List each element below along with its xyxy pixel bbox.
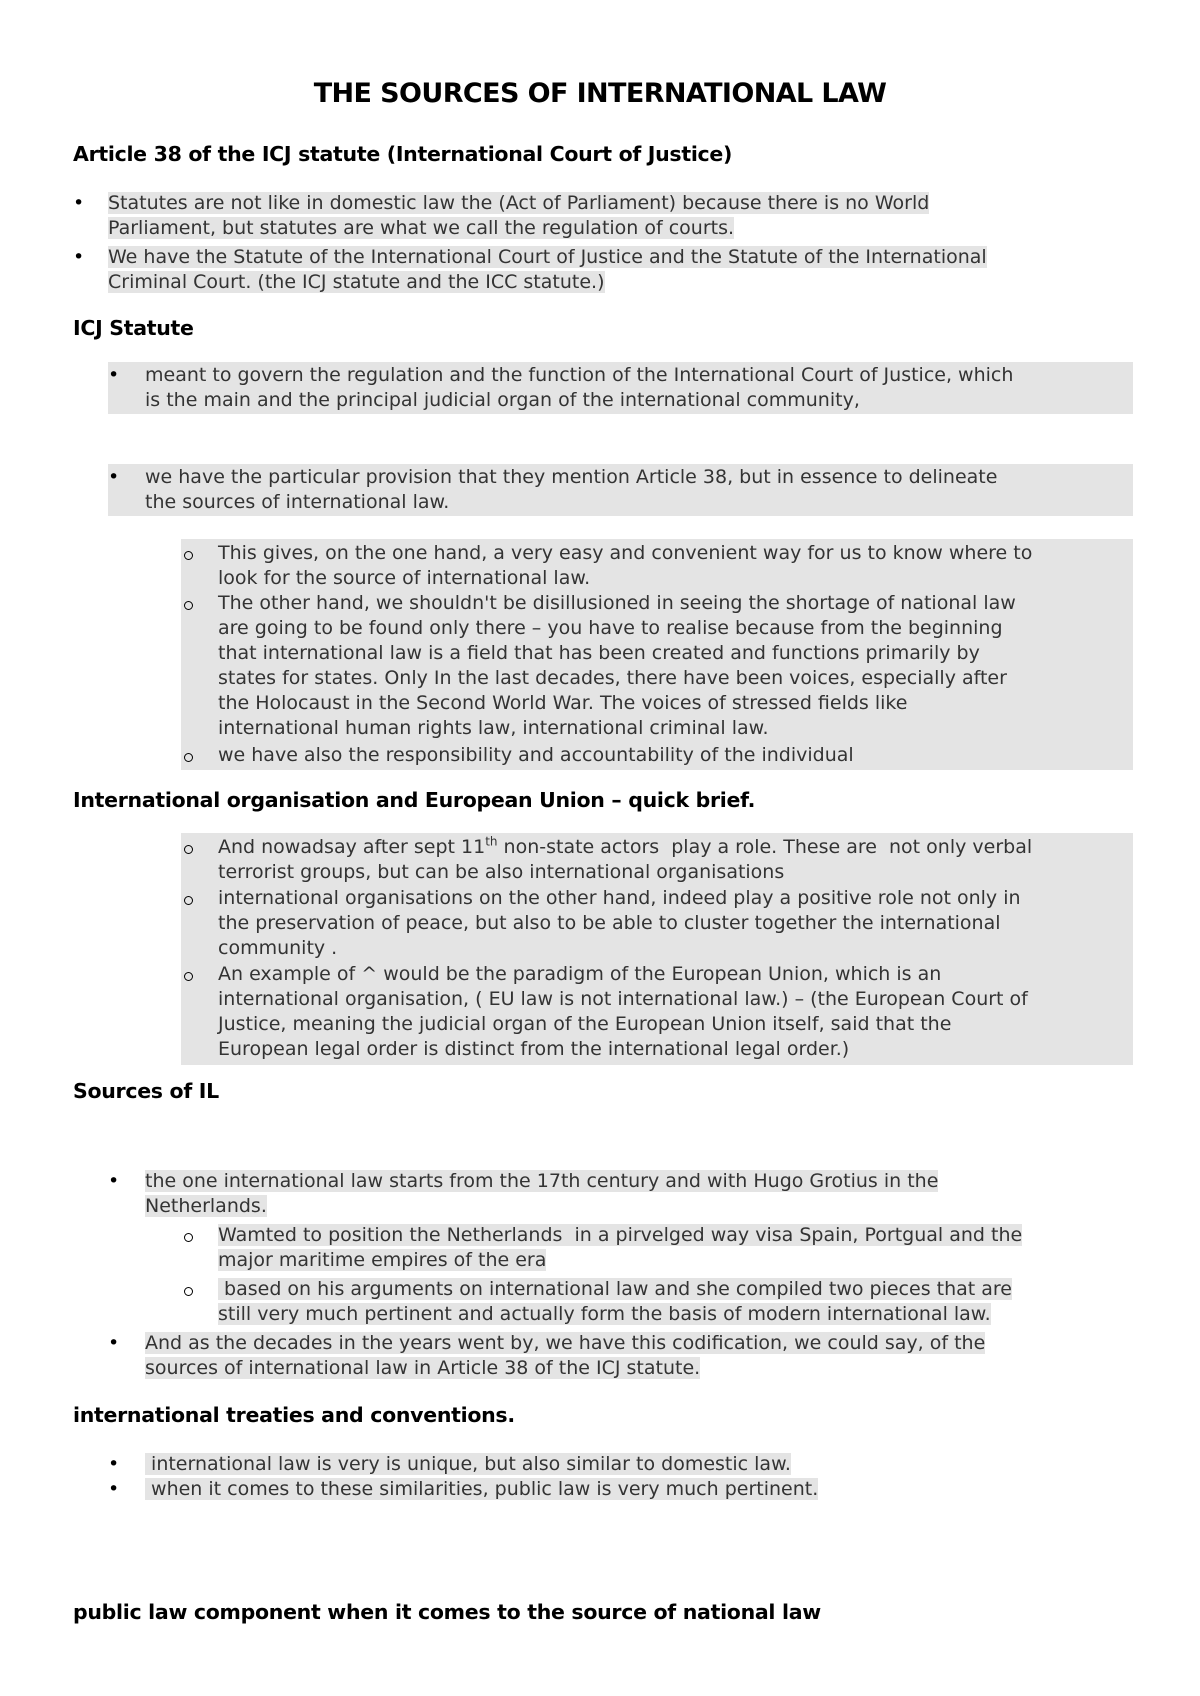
bullet-disc (108, 465, 119, 490)
bullet-disc (108, 363, 119, 388)
list-item: meant to govern the regulation and the function of the International Court of Justice, which is the main and the principal judicial organ of the international community, (145, 364, 1014, 411)
bullet-disc (73, 245, 84, 270)
list-item: And as the decades in the years went by, we have this codification, we could say, of the sources of international law in Article 38 of the ICJ statute. (145, 1332, 986, 1379)
list-item: Wamted to position the Netherlands in a pirvelged way visa Spain, Portgual and the major maritime empires of the era (218, 1224, 1023, 1271)
list-item: And nowadsay after sept 11th non-state actors play a role. These are not only verbal terrorist groups, but can be also international organisations (218, 834, 1033, 883)
list-item: the one international law starts from the 17th century and with Hugo Grotius in the Netherlands. (145, 1170, 939, 1217)
list-item: This gives, on the one hand, a very easy and convenient way for us to know where to look for the source of international law. (218, 542, 1033, 589)
section-heading-article-38: Article 38 of the ICJ statute (International Court of Justice) (73, 142, 733, 166)
bullet-disc (108, 1452, 119, 1477)
list-item: Statutes are not like in domestic law the (Act of Parliament) because there is no World Parliament, but statutes are what we call the regulation of courts. (108, 192, 930, 239)
list-item: we have the particular provision that they mention Article 38, but in essence to delineate the sources of international law. (145, 466, 998, 513)
section-heading-icj-statute: ICJ Statute (73, 316, 194, 340)
section-heading-public-law: public law component when it comes to the source of national law (73, 1600, 821, 1624)
list-item: The other hand, we shouldn't be disillusioned in seeing the shortage of national law are going to be found only there – you have to realise because from the beginning that international law is a field that has been created and functions primarily by states for states. Only In the last decades, there have been voices, especially after the Holocaust in the Second World War. The voices of stressed fields like international human rights law, international criminal law. (218, 592, 1016, 739)
list-item: international law is very is unique, but also similar to domestic law. (145, 1453, 791, 1475)
list-item: when it comes to these similarities, public law is very much pertinent. (145, 1478, 819, 1500)
section-heading-treaties: international treaties and conventions. (73, 1403, 515, 1427)
list-item: We have the Statute of the International Court of Justice and the Statute of the International Criminal Court. (the ICJ statute and the ICC statute.) (108, 246, 987, 293)
bullet-disc (108, 1169, 119, 1194)
bullet-disc (108, 1477, 119, 1502)
section-heading-international-organisation: International organisation and European Union – quick brief. (73, 788, 756, 812)
document-title: THE SOURCES OF INTERNATIONAL LAW (313, 78, 887, 109)
list-item: international organisations on the other hand, indeed play a positive role not only in the preservation of peace, but also to be able to cluster together the international community . (218, 887, 1021, 959)
list-item: based on his arguments on international law and she compiled two pieces that are still very much pertinent and actually form the basis of modern international law. (218, 1278, 1012, 1325)
list-item: we have also the responsibility and accountability of the individual (218, 744, 854, 766)
list-item: An example of ^ would be the paradigm of the European Union, which is an international organisation, ( EU law is not international law.) – (the European Court of Justice, meaning the judicial organ of the European Union itself, said that the European legal order is distinct from the international legal order.) (218, 963, 1028, 1060)
bullet-disc (108, 1331, 119, 1356)
bullet-disc (73, 191, 84, 216)
section-heading-sources-of-il: Sources of IL (73, 1079, 219, 1103)
